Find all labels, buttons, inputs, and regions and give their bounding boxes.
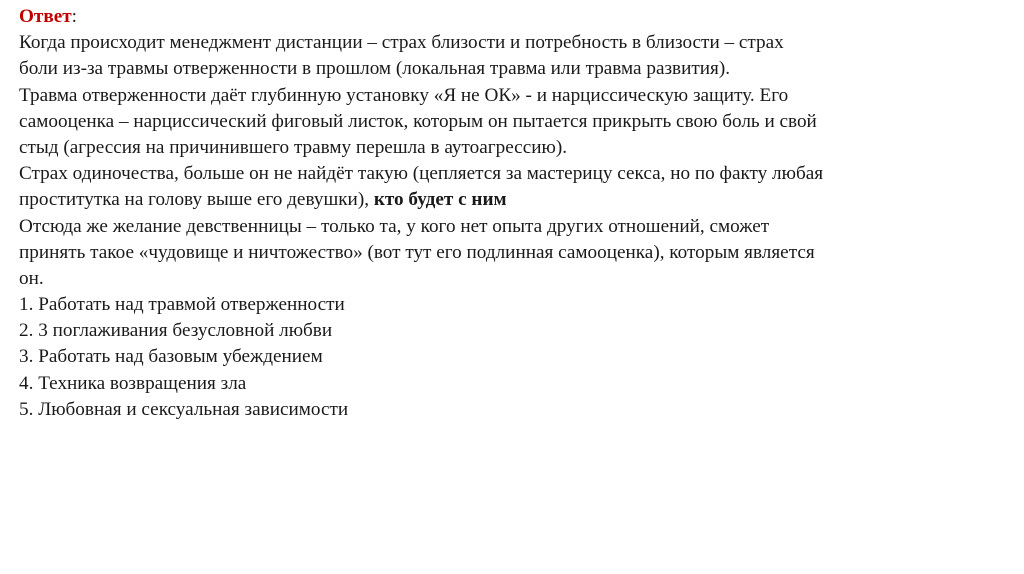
paragraph-4-line-2: принять такое «чудовище и ничтожество» (вот тут его подлинная самооценка), которым является [19,241,815,263]
paragraph-2-line-1: Травма отверженности даёт глубинную установку «Я не ОК» - и нарциссическую защиту. Его [19,84,789,106]
paragraph-4-line-1: Отсюда же желание девственницы – только та, у кого нет опыта других отношений, сможет [19,215,770,237]
paragraph-2-line-3: стыд (агрессия на причинившего травму перешла в аутоагрессию). [19,136,568,158]
answer-heading: Ответ [19,6,72,27]
answer-heading-colon: : [71,6,77,27]
paragraph-3-line-2 [19,187,1009,213]
paragraph-4-line-3: он. [19,267,44,289]
paragraph-3-line-2-text: проститутка на голову выше его девушки), [19,189,374,211]
list-item: 1. Работать над травмой отверженности [19,294,345,316]
paragraph-3-bold-phrase: кто будет с ним [373,189,507,211]
paragraph-3-line-1: Страх одиночества, больше он не найдёт такую (цепляется за мастерицу секса, но по факту любая [19,163,824,185]
list-item: 5. Любовная и сексуальная зависимости [19,398,349,420]
paragraph-2-line-2: самооценка – нарциссический фиговый листок, которым он пытается прикрыть свою боль и свой [19,110,817,132]
list-item: 4. Техника возвращения зла [19,372,247,394]
answer-text-block [19,4,1009,423]
paragraph-1-line-1: Когда происходит менеджмент дистанции – страх близости и потребность в близости – страх [19,32,784,54]
answer-heading-line [19,4,1009,30]
list-item: 3. Работать над базовым убеждением [19,346,323,368]
paragraph-1-line-2: боли из-за травмы отверженности в прошлом (локальная травма или травма развития). [19,58,731,80]
list-item: 2. 3 поглаживания безусловной любви [19,320,333,342]
